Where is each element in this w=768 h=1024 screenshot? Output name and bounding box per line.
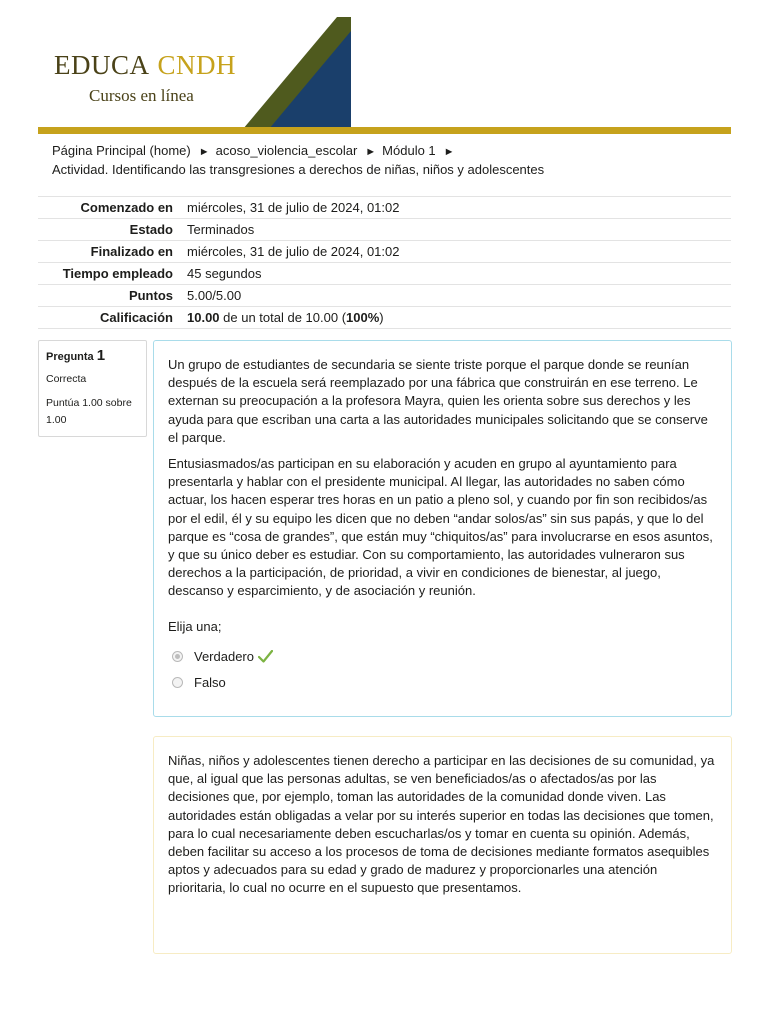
brand-logo[interactable] — [54, 50, 236, 81]
breadcrumb-home-link[interactable]: Página Principal (home) — [52, 143, 191, 158]
summary-row-time-taken — [38, 262, 731, 284]
radio-button-selected[interactable] — [172, 651, 183, 662]
summary-label: Comenzado en — [80, 200, 173, 215]
summary-value: miércoles, 31 de julio de 2024, 01:02 — [187, 200, 400, 215]
summary-value: miércoles, 31 de julio de 2024, 01:02 — [187, 244, 400, 259]
breadcrumb-course-link[interactable]: acoso_violencia_escolar — [215, 143, 358, 158]
brand-name-part1: EDUCA — [54, 50, 150, 80]
general-feedback — [153, 736, 732, 954]
question-label: Pregunta — [46, 351, 94, 363]
question-number-value: 1 — [96, 347, 106, 364]
grade-percent: 100% — [346, 310, 380, 325]
brand-name-part2: CNDH — [157, 50, 237, 80]
brand-subtitle: Cursos en línea — [89, 86, 194, 105]
feedback-text: Niñas, niños y adolescentes tienen derecho a participar en las decisiones de su comunidad, ya que, al igual que las personas adultas, se ven beneficiados/as o afectados/as por las decisiones que, por ejemplo, toman las autoridades de la comunidad donde viven. Las autoridades están obligadas a velar por su interés superior en todas las decisiones que tomen, para lo cual necesariamente deben escucharlas/os y tomar en cuenta su opinión. Además, deben facilitar su acceso a los procesos de toma de decisiones mediante formatos asequibles aptos y adecuados para su edad y grado de madurez y proporcionarles una atención prioritaria, lo cual no ocurre en el supuesto que presentamos. — [168, 753, 715, 896]
question-content — [153, 340, 732, 717]
radio-button[interactable] — [172, 677, 183, 688]
summary-label: Finalizado en — [90, 244, 173, 259]
grade-close-paren: ) — [379, 310, 384, 325]
breadcrumb-separator-icon: ► — [198, 146, 210, 158]
question-text-paragraph: Un grupo de estudiantes de secundaria se siente triste porque el parque donde se reunían después de la escuela será reemplazado por una fábrica que construirán en ese terreno. Le externan su preocupación a la profesora Mayra, quien les orienta sobre sus derechos y les ayuda para que escriban una carta a las autoridades municipales solicitando que se conserve el parque. — [168, 357, 708, 445]
breadcrumb-separator-icon: ► — [365, 146, 377, 158]
summary-value: 5.00/5.00 — [187, 288, 242, 303]
summary-value — [187, 310, 384, 325]
answer-option-false[interactable] — [168, 670, 717, 696]
grade-score: 10.00 — [187, 310, 220, 325]
breadcrumb-module-link[interactable]: Módulo 1 — [382, 143, 436, 158]
summary-row-state — [38, 218, 731, 240]
breadcrumb — [52, 142, 742, 179]
summary-label: Puntos — [128, 288, 173, 303]
breadcrumb-separator-icon: ► — [443, 146, 455, 158]
question-info-panel — [38, 340, 147, 437]
summary-label: Tiempo empleado — [62, 266, 173, 281]
answer-prompt: Elija una; — [168, 618, 222, 634]
answer-label: Verdadero — [194, 648, 254, 664]
summary-value: Terminados — [187, 222, 255, 237]
question-mark: Puntúa 1.00 sobre 1.00 — [46, 397, 132, 426]
header-divider — [38, 127, 731, 134]
answer-label: Falso — [194, 674, 226, 690]
summary-label: Estado — [129, 222, 173, 237]
summary-label: Calificación — [100, 310, 173, 325]
site-header — [0, 0, 768, 136]
question-text-paragraph: Entusiasmados/as participan en su elaboración y acuden en grupo al ayuntamiento para presentarla y hablar con el presidente municipal. Al llegar, las autoridades no saben cómo actuar, los hacen esperar tres horas en un patio a pleno sol, y cuando por fin son recibidos/as por el edil, él y su equipo les dicen que no deben “andar solos/as” sin sus papás, y que lo del parque es “cosa de grandes”, que están muy “chiquitos/as” para involucrarse en esos asuntos, y que su único deber es estudiar. Con su comportamiento, las autoridades vulneraron sus derechos a la participación, de prioridad, a vivir en condiciones de bienestar, al juego, descanso y esparcimiento, y de asociación y reunión. — [168, 456, 713, 599]
logo-graphic-icon — [243, 17, 351, 129]
question-state: Correcta — [46, 373, 87, 385]
summary-row-finished — [38, 240, 731, 262]
check-icon — [258, 650, 273, 663]
summary-row-started — [38, 196, 731, 218]
summary-row-marks — [38, 284, 731, 306]
breadcrumb-activity-link[interactable]: Actividad. Identificando las transgresiones a derechos de niñas, niños y adolescentes — [52, 162, 545, 177]
answer-option-true[interactable] — [168, 644, 717, 670]
grade-total-text: de un total de 10.00 ( — [219, 310, 347, 325]
question-number — [46, 347, 146, 364]
summary-value: 45 segundos — [187, 266, 262, 281]
summary-row-grade — [38, 306, 731, 329]
attempt-summary-table — [38, 196, 731, 329]
